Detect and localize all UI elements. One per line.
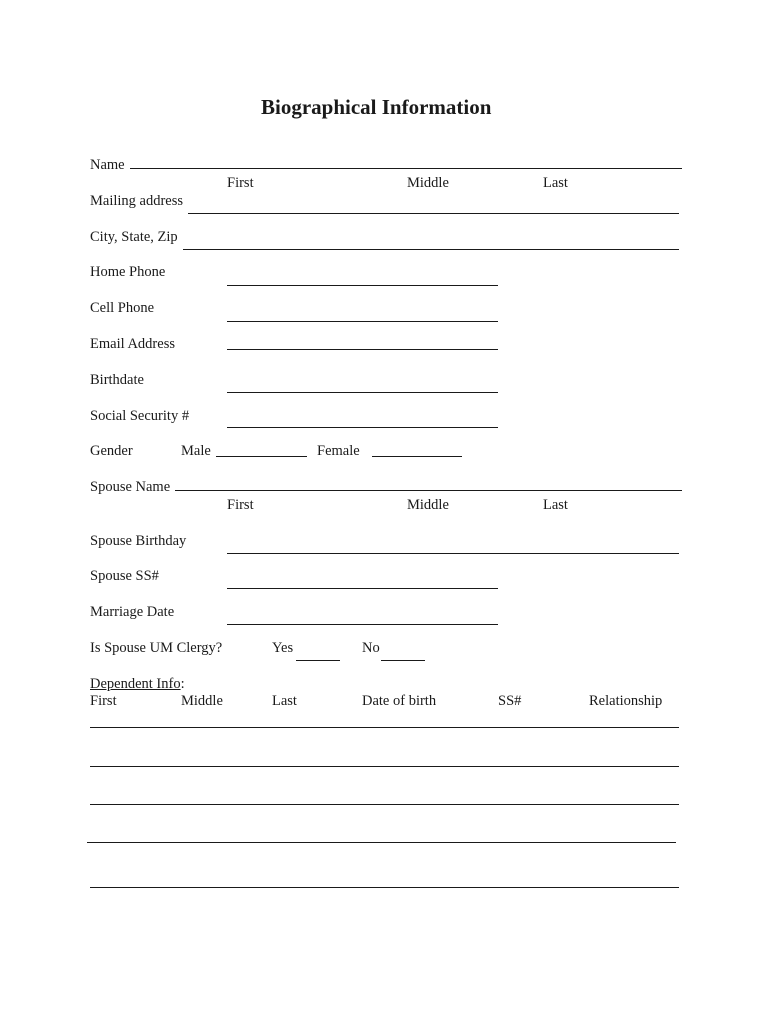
name-field[interactable] bbox=[130, 168, 682, 169]
cell-phone-label: Cell Phone bbox=[90, 300, 155, 316]
spouse-birthday-field[interactable] bbox=[227, 553, 679, 554]
email-address-label: Email Address bbox=[90, 336, 175, 352]
dependent-row-5-line[interactable] bbox=[90, 887, 679, 888]
spouse-ss-label: Spouse SS# bbox=[90, 568, 159, 584]
cell-phone-field[interactable] bbox=[227, 321, 498, 322]
city-state-zip-label: City, State, Zip bbox=[90, 229, 178, 245]
name-label: Name bbox=[90, 157, 125, 173]
dependent-col-middle: Middle bbox=[181, 693, 223, 709]
mailing-address-label: Mailing address bbox=[90, 193, 184, 209]
spouse-name-label: Spouse Name bbox=[90, 479, 171, 495]
um-clergy-yes-field[interactable] bbox=[296, 660, 340, 661]
dependent-row-3-line[interactable] bbox=[90, 804, 679, 805]
gender-female-label: Female bbox=[317, 443, 360, 459]
spouse-ss-field[interactable] bbox=[227, 588, 498, 589]
marriage-date-label: Marriage Date bbox=[90, 604, 175, 620]
dependent-row-4-line[interactable] bbox=[87, 842, 676, 843]
dependent-row-1-line[interactable] bbox=[90, 727, 679, 728]
dependent-row-2-line[interactable] bbox=[90, 766, 679, 767]
dependent-info-heading bbox=[90, 676, 185, 692]
gender-male-field[interactable] bbox=[216, 456, 307, 457]
dependent-col-date-of-birth: Date of birth bbox=[362, 693, 437, 709]
dependent-col-relationship: Relationship bbox=[589, 693, 663, 709]
dependent-col-ss: SS# bbox=[498, 693, 522, 709]
mailing-address-field[interactable] bbox=[188, 213, 679, 214]
um-clergy-no-field[interactable] bbox=[381, 660, 425, 661]
email-address-field[interactable] bbox=[227, 349, 498, 350]
dependent-info-heading-text: Dependent Info bbox=[90, 676, 181, 692]
marriage-date-field[interactable] bbox=[227, 624, 498, 625]
gender-male-label: Male bbox=[181, 443, 211, 459]
spouse-last-sublabel: Last bbox=[543, 497, 568, 513]
social-security-field[interactable] bbox=[227, 427, 498, 428]
spouse-first-sublabel: First bbox=[227, 497, 254, 513]
spouse-birthday-label: Spouse Birthday bbox=[90, 533, 187, 549]
um-clergy-label: Is Spouse UM Clergy? bbox=[90, 640, 223, 656]
birthdate-field[interactable] bbox=[227, 392, 498, 393]
city-state-zip-field[interactable] bbox=[183, 249, 679, 250]
dependent-info-heading-colon: : bbox=[180, 676, 185, 692]
dependent-col-first: First bbox=[90, 693, 117, 709]
gender-label: Gender bbox=[90, 443, 133, 459]
spouse-name-field[interactable] bbox=[175, 490, 682, 491]
spouse-middle-sublabel: Middle bbox=[407, 497, 449, 513]
name-first-sublabel: First bbox=[227, 175, 254, 191]
birthdate-label: Birthdate bbox=[90, 372, 144, 388]
um-clergy-no-label: No bbox=[362, 640, 380, 656]
home-phone-label: Home Phone bbox=[90, 264, 166, 280]
name-last-sublabel: Last bbox=[543, 175, 568, 191]
gender-female-field[interactable] bbox=[372, 456, 462, 457]
um-clergy-yes-label: Yes bbox=[272, 640, 294, 656]
page-title: Biographical Information bbox=[261, 95, 492, 119]
home-phone-field[interactable] bbox=[227, 285, 498, 286]
dependent-col-last: Last bbox=[272, 693, 297, 709]
social-security-label: Social Security # bbox=[90, 408, 190, 424]
name-middle-sublabel: Middle bbox=[407, 175, 449, 191]
